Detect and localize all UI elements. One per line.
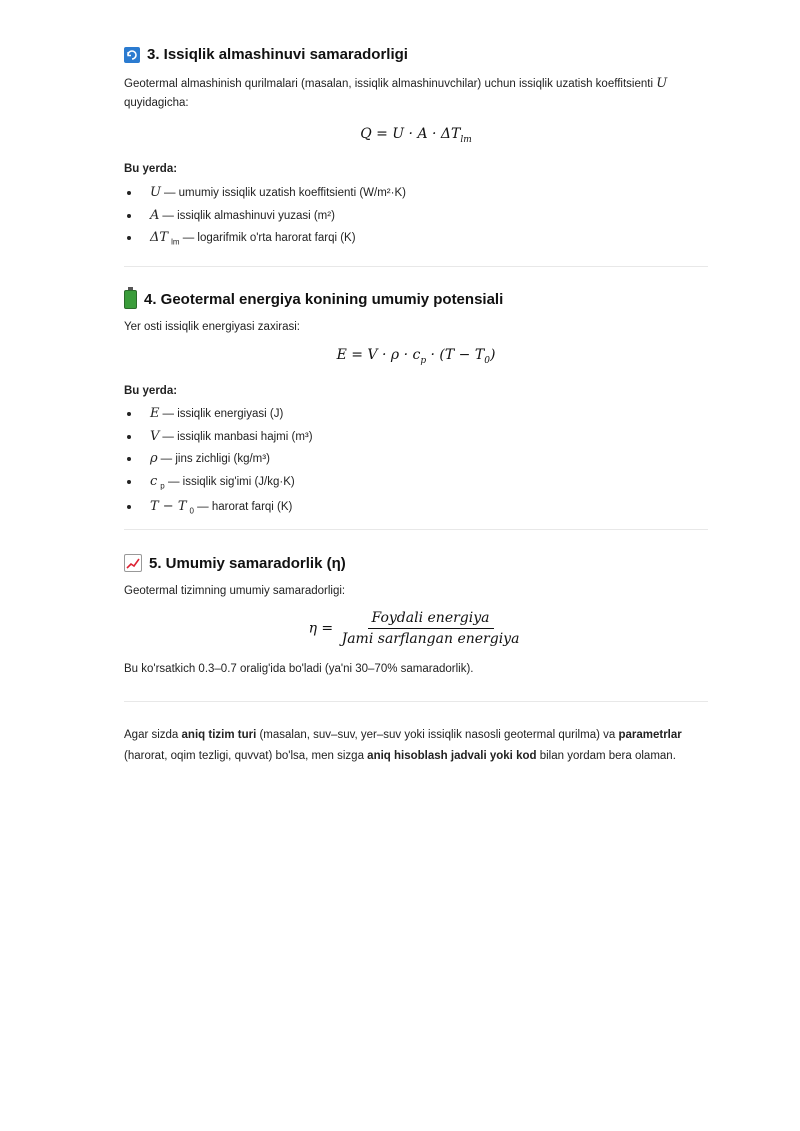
divider xyxy=(124,701,708,702)
section-4-bullets xyxy=(124,403,708,522)
formula-eta: η = $\frac{\text{Foydali energiya}}{\text{Jami sarflangan energiya}}$ xyxy=(124,610,708,647)
list-item: T − T $_0$ — harorat farqi (K) xyxy=(124,496,708,522)
section-4-intro: Yer osti issiqlik energiyasi zaxirasi: xyxy=(124,321,300,333)
list-item: E — issiqlik energiyasi (J) xyxy=(124,403,708,426)
section-5-note: Bu ko'rsatkich 0.3–0.7 oralig'ida bo'ladi (ya'ni 30–70% samaradorlik). xyxy=(124,663,474,675)
list-item: ΔT $_{lm}$ — logarifmik o'rta harorat farqi (K) xyxy=(124,227,708,253)
divider xyxy=(124,266,708,267)
list-item: ρ — jins zichligi (kg/m³) xyxy=(124,448,708,471)
section-5-intro: Geotermal tizimning umumiy samaradorligi: xyxy=(124,585,346,597)
section-3-bullets xyxy=(124,182,708,253)
formula-q: $Q = U \cdot A \cdot \Delta T_{lm}$ xyxy=(360,126,472,145)
list-item: A — issiqlik almashinuvi yuzasi (m²) xyxy=(124,205,708,228)
chart-increasing-icon xyxy=(124,554,142,572)
section-4-title: 4. Geotermal energiya konining umumiy potensiali xyxy=(124,290,503,309)
closing-paragraph: Agar sizda aniq tizim turi (masalan, suv–suv, yer–suv yoki issiqlik nasosli geotermal qurilma) va parametrlar (harorat, oqim tezligi, quvvat) bo'lsa, men sizga aniq hisoblash jadvali yoki kod bilan yordam bera olaman. xyxy=(124,729,682,762)
where-label-3: Bu yerda: xyxy=(124,163,178,175)
divider xyxy=(124,529,708,530)
formula-e: $E = V \cdot \rho \cdot c_p \cdot (T - T_0)$ xyxy=(336,347,496,366)
fraction: $\frac{\text{Foydali energiya}}{\text{Jami sarflangan energiya}}$ xyxy=(341,610,520,647)
section-5-title: 5. Umumiy samaradorlik (η) xyxy=(124,554,346,572)
where-label-4: Bu yerda: xyxy=(124,385,178,397)
list-item: U — umumiy issiqlik uzatish koeffitsienti (W/m²·K) xyxy=(124,182,708,205)
list-item: V — issiqlik manbasi hajmi (m³) xyxy=(124,426,708,449)
cycle-icon xyxy=(124,47,140,63)
section-3-title: 3. Issiqlik almashinuvi samaradorligi xyxy=(124,46,408,63)
list-item: c $_p$ — issiqlik sig'imi (J/kg·K) xyxy=(124,471,708,497)
section-3-intro: Geotermal almashinish qurilmalari (masalan, issiqlik almashinuvchilar) uchun issiqlik uzatish koeffitsienti U quyidagicha: xyxy=(124,76,668,109)
battery-icon xyxy=(124,290,137,309)
